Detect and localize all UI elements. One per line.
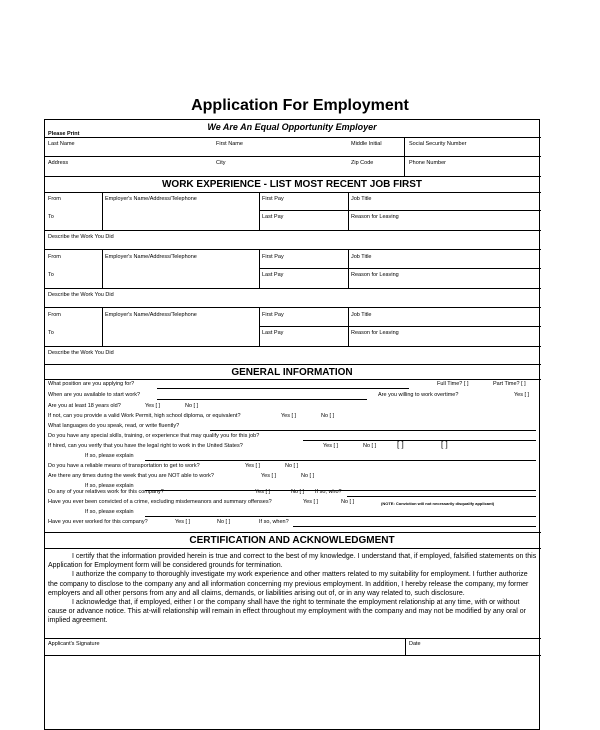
job3-from-field[interactable]: From [48,312,61,318]
conviction-note: (NOTE: Conviction will not necessarily disqualify applicant) [381,501,495,506]
please-print-label: Please Print [48,131,80,137]
divider [45,379,541,380]
full-time-checkbox[interactable]: Full Time? [ ] [437,381,469,387]
divider [45,192,541,193]
last-name-field[interactable]: Last Name [48,141,75,147]
skills-input-line[interactable] [303,440,536,441]
application-form [44,119,540,730]
form-title: Application For Employment [191,97,409,114]
certification-heading: CERTIFICATION AND ACKNOWLEDGMENT [189,535,395,546]
please-explain-label: If so, please explain [85,453,134,459]
divider [45,230,541,231]
divider [45,249,541,250]
job2-reason-field[interactable]: Reason for Leaving [351,272,399,278]
languages-input-line[interactable] [210,430,536,431]
age-no-checkbox[interactable]: No [ ] [185,403,199,409]
job3-reason-field[interactable]: Reason for Leaving [351,330,399,336]
job1-from-field[interactable]: From [48,196,61,202]
city-field[interactable]: City [216,160,226,166]
certification-paragraph-1: I certify that the information provided herein is true and correct to the best of my knowledge. I understand that, if employed, falsified statements on this Application for Employment form will be considered grounds for termination. [48,553,537,570]
divider [45,288,541,289]
job3-describe-field[interactable]: Describe the Work You Did [48,350,114,356]
job2-to-field[interactable]: To [48,272,54,278]
job1-first-pay-field[interactable]: First Pay [262,196,284,202]
divider [102,192,103,230]
q-start-label: When are you available to start work? [48,392,141,398]
worked-when-input-line[interactable] [293,526,536,527]
permit-yes-checkbox[interactable]: Yes [ ] [281,413,297,419]
job2-from-field[interactable]: From [48,254,61,260]
job1-employer-field[interactable]: Employer's Name/Address/Telephone [105,196,197,202]
certification-text [48,552,538,626]
work-experience-heading: WORK EXPERIENCE - LIST MOST RECENT JOB FIRST [161,179,422,190]
job3-first-pay-field[interactable]: First Pay [262,312,284,318]
job1-describe-field[interactable]: Describe the Work You Did [48,234,114,240]
divider [259,268,541,269]
q-legal-label: If hired, can you verify that you have the legal right to work in the United States? [48,443,243,449]
divider [259,326,541,327]
relatives-yes-checkbox[interactable]: Yes [ ] [255,489,271,495]
if-so-when-label: If so, when? [259,519,289,525]
form-subtitle: We Are An Equal Opportunity Employer [207,122,377,132]
age-yes-checkbox[interactable]: Yes [ ] [145,403,161,409]
address-field[interactable]: Address [48,160,69,166]
q-convicted-label: Have you ever been convicted of a crime, excluding misdemeanors and summary offenses? [48,499,272,505]
first-name-field[interactable]: First Name [216,141,243,147]
job1-reason-field[interactable]: Reason for Leaving [351,214,399,220]
q-languages-label: What languages do you speak, read, or write fluently? [48,423,180,429]
divider [102,307,103,346]
ssn-field[interactable]: Social Security Number [409,141,467,147]
worked-no-checkbox[interactable]: No [ ] [217,519,231,525]
job2-first-pay-field[interactable]: First Pay [262,254,284,260]
please-explain-label-2: If so, please explain [85,483,134,489]
divider [45,532,541,533]
divider [45,176,541,177]
explain-input-line-3[interactable] [145,516,536,517]
job3-job-title-field[interactable]: Job Title [351,312,372,318]
legal-box[interactable]: [ ] [397,440,404,449]
q-overtime-label: Are you willing to work overtime? [378,392,459,398]
job2-employer-field[interactable]: Employer's Name/Address/Telephone [105,254,197,260]
certification-paragraph-3: I acknowledge that, if employed, either I or the company shall have the right to terminate the employment relationship at any time, with or without cause or advance notice. This at-will relationship will remain in effect throughout my employment with the company and may not be modified by any oral or implied agreement. [48,599,526,625]
job3-last-pay-field[interactable]: Last Pay [262,330,284,336]
divider [45,548,541,549]
middle-initial-field[interactable]: Middle Initial [351,141,382,147]
absent-yes-checkbox[interactable]: Yes [ ] [261,473,277,479]
job1-to-field[interactable]: To [48,214,54,220]
legal-box-2[interactable]: [ ] [441,440,448,449]
divider [259,192,260,230]
worked-yes-checkbox[interactable]: Yes [ ] [175,519,191,525]
absent-no-checkbox[interactable]: No [ ] [301,473,315,479]
job2-describe-field[interactable]: Describe the Work You Did [48,292,114,298]
overtime-yes-checkbox[interactable]: Yes [ ] [514,392,530,398]
divider [45,137,541,138]
job1-last-pay-field[interactable]: Last Pay [262,214,284,220]
relatives-no-checkbox[interactable]: No [ ] [291,489,305,495]
applicant-signature-field[interactable]: Applicant's Signature [48,641,100,647]
explain-input-line[interactable] [145,460,536,461]
q-position-label: What position are you applying for? [48,381,135,387]
legal-yes-checkbox[interactable]: Yes [ ] [323,443,339,449]
position-input-line[interactable] [157,388,409,389]
q-worked-label: Have you ever worked for this company? [48,519,148,525]
divider [45,156,541,157]
part-time-checkbox[interactable]: Part Time? [ ] [493,381,526,387]
certification-paragraph-2: I authorize the company to thoroughly investigate my work experience and other matters related to my suitability for employment. I further authorize the company to disclose to the company any and all information concerning my previous employment. In addition, I hereby release the company, my former employers and all other persons from any and all claims, demands, or liabilities arising out of, or in any way related to, such disclosure. [48,571,529,597]
job3-to-field[interactable]: To [48,330,54,336]
if-so-who-label: If so, who? [315,489,342,495]
divider [45,346,541,347]
divider [45,307,541,308]
phone-number-field[interactable]: Phone Number [409,160,446,166]
q-permit-label: If not, can you provide a valid Work Permit, high school diploma, or equivalent? [48,413,241,419]
job2-last-pay-field[interactable]: Last Pay [262,272,284,278]
divider [45,655,541,656]
relatives-who-input-line[interactable] [347,496,536,497]
permit-no-checkbox[interactable]: No [ ] [321,413,335,419]
convicted-yes-checkbox[interactable]: Yes [ ] [303,499,319,505]
general-information-heading: GENERAL INFORMATION [231,367,353,378]
q-absent-label: Are there any times during the week that you are NOT able to work? [48,473,214,479]
q-18-label: Are you at least 18 years old? [48,403,121,409]
start-date-input-line[interactable] [157,399,367,400]
divider [348,192,349,230]
divider [45,638,541,639]
zip-code-field[interactable]: Zip Code [351,160,374,166]
legal-no-checkbox[interactable]: No [ ] [363,443,377,449]
please-explain-label-3: If so, please explain [85,509,134,515]
transport-yes-checkbox[interactable]: Yes [ ] [245,463,261,469]
divider [102,249,103,288]
transport-no-checkbox[interactable]: No [ ] [285,463,299,469]
q-transport-label: Do you have a reliable means of transportation to get to work? [48,463,200,469]
q-relatives-label: Do any of your relatives work for this company? [48,489,164,495]
job1-job-title-field[interactable]: Job Title [351,196,372,202]
job3-employer-field[interactable]: Employer's Name/Address/Telephone [105,312,197,318]
divider [259,210,541,211]
job2-job-title-field[interactable]: Job Title [351,254,372,260]
date-field[interactable]: Date [409,641,421,647]
convicted-no-checkbox[interactable]: No [ ] [341,499,355,505]
q-skills-label: Do you have any special skills, training, or experience that may qualify you for this job? [48,433,260,439]
divider [45,364,541,365]
divider [405,638,406,655]
